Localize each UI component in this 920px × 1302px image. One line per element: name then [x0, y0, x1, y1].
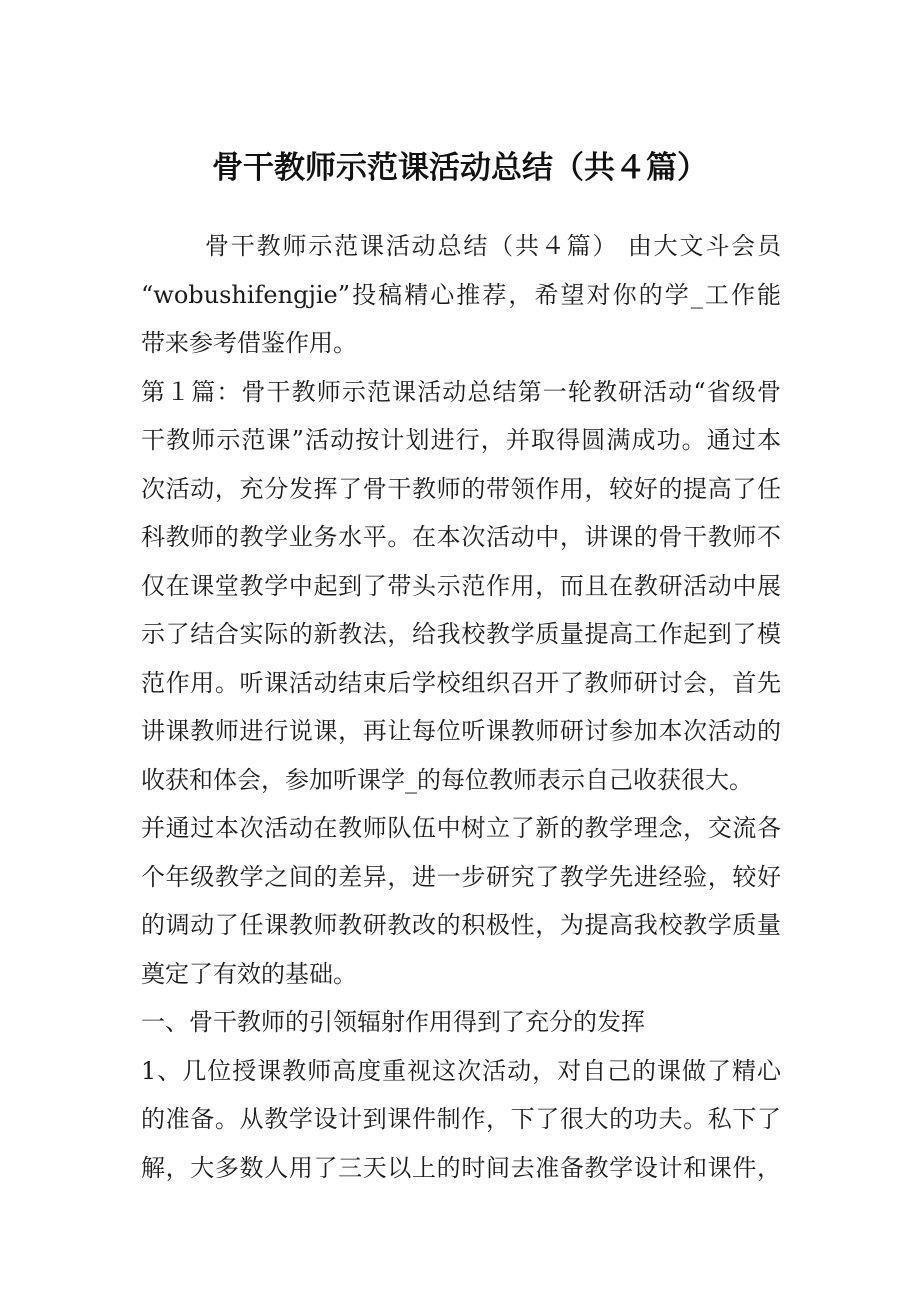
- text-line: 科教师的教学业务水平。在本次活动中，讲课的骨干教师不: [141, 523, 781, 551]
- intro-line-2: “wobushifengjie”投稿精心推荐，希望对你的学_工作能: [141, 280, 781, 309]
- text-line: 1、几位授课教师高度重视这次活动，对自己的课做了精心: [141, 1056, 781, 1085]
- text-line: 个年级教学之间的差异，进一步研究了教学先进经验，较好: [141, 862, 781, 891]
- document-title: 骨干教师示范课活动总结（共４篇）: [212, 150, 708, 186]
- text-line: 示了结合实际的新教法，给我校教学质量提高工作起到了模: [141, 620, 781, 648]
- section-heading: 一、骨干教师的引领辐射作用得到了充分的发挥: [141, 1008, 645, 1036]
- text-line: 范作用。听课活动结束后学校组织召开了教师研讨会，首先: [141, 668, 781, 697]
- text-line: 的准备。从教学设计到课件制作，下了很大的功夫。私下了: [141, 1105, 781, 1133]
- text-line: 仅在课堂教学中起到了带头示范作用，而且在教研活动中展: [141, 571, 781, 600]
- text-line: 并通过本次活动在教师队伍中树立了新的教学理念，交流各: [141, 814, 781, 842]
- intro-line-3: 带来参考借鉴作用。: [141, 329, 357, 357]
- text-line: 第１篇：骨干教师示范课活动总结第一轮教研活动“省级骨: [141, 377, 781, 406]
- intro-line-1: 骨干教师示范课活动总结（共４篇） 由大文斗会员: [205, 232, 781, 260]
- document-body: [141, 222, 781, 1192]
- text-line: 干教师示范课”活动按计划进行，并取得圆满成功。通过本: [141, 426, 781, 454]
- text-line: 讲课教师进行说课，再让每位听课教师研讨参加本次活动的: [141, 717, 781, 745]
- text-line: 的调动了任课教师教研教改的积极性，为提高我校教学质量: [141, 911, 781, 939]
- text-line: 解，大多数人用了三天以上的时间去准备教学设计和课件，: [141, 1153, 781, 1182]
- text-line: 奠定了有效的基础。: [141, 959, 357, 988]
- text-line: 次活动，充分发挥了骨干教师的带领作用，较好的提高了任: [141, 474, 781, 503]
- text-line: 收获和体会，参加听课学_的每位教师表示自己收获很大。: [141, 765, 753, 794]
